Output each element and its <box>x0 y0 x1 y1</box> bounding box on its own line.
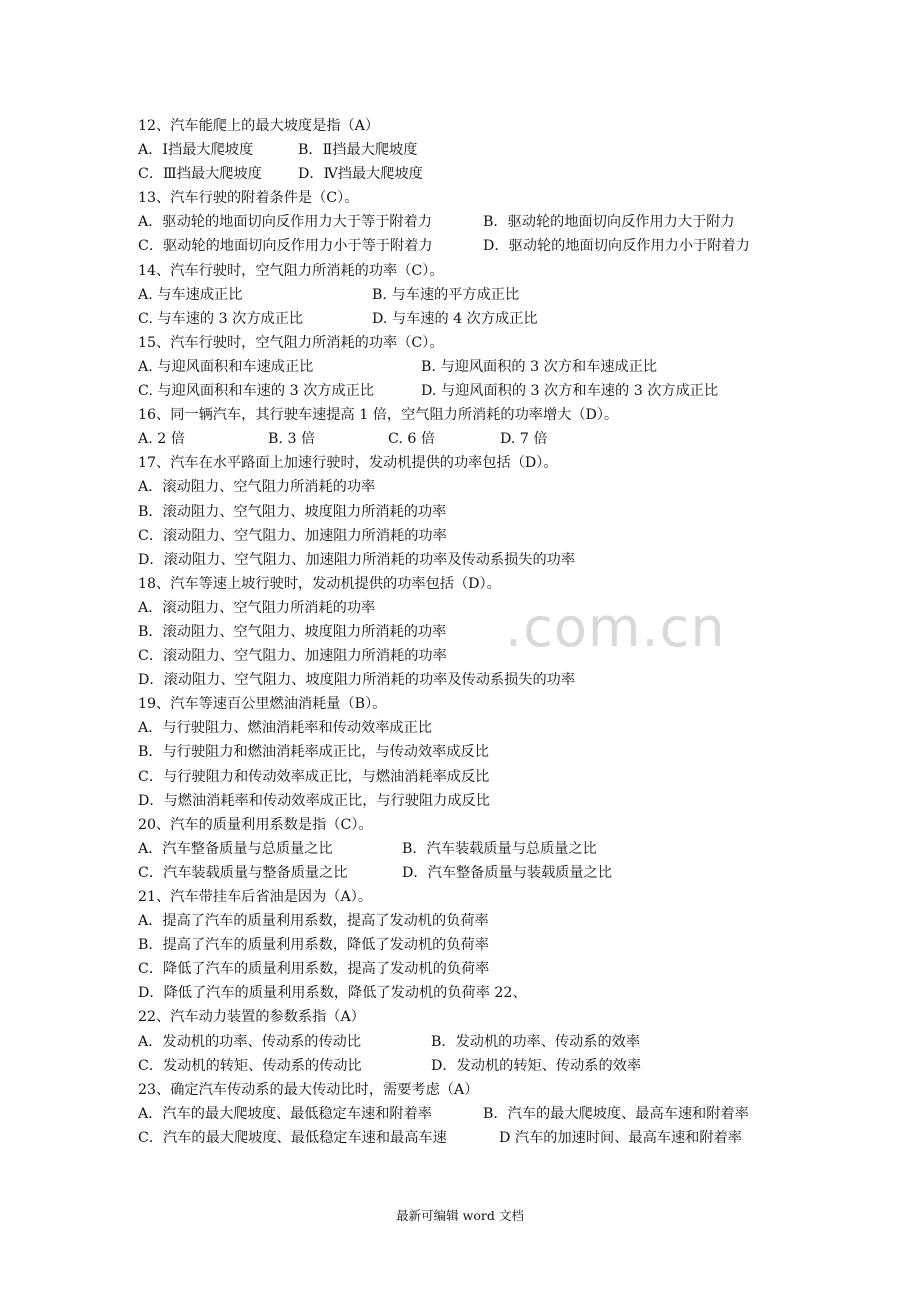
line-text: C. 与车速的 3 次方成正比 <box>138 310 304 327</box>
line-text: A．汽车的最大爬坡度、最低稳定车速和附着率 <box>138 1105 432 1122</box>
line-text: A. 与车速成正比 <box>138 286 243 303</box>
text-line <box>138 1102 798 1126</box>
line-text: 15、汽车行驶时，空气阻力所消耗的功率（C）。 <box>138 334 444 351</box>
text-line <box>138 981 798 1005</box>
text-line <box>138 524 798 548</box>
line-text: A．驱动轮的地面切向反作用力大于等于附着力 <box>138 214 432 231</box>
line-text: C．Ⅲ挡最大爬坡度 <box>138 166 262 183</box>
line-text: C．汽车的最大爬坡度、最低稳定车速和最高车速 <box>138 1129 447 1146</box>
option-text: D. 与迎风面积的 3 次方和车速的 3 次方成正比 <box>421 383 719 400</box>
text-line <box>138 451 798 475</box>
option-text: B．发动机的功率、传动系的效率 <box>431 1033 641 1050</box>
option-text: B．Ⅱ挡最大爬坡度 <box>298 142 418 159</box>
document-body <box>138 114 798 1150</box>
text-line <box>138 1054 798 1078</box>
text-line <box>138 114 798 138</box>
text-line <box>138 162 798 186</box>
line-text: 16、同一辆汽车，其行驶车速提高 1 倍，空气阻力所消耗的功率增大（D）。 <box>138 407 619 424</box>
text-line <box>138 933 798 957</box>
text-line <box>138 957 798 981</box>
line-text: A．汽车整备质量与总质量之比 <box>138 840 333 857</box>
line-text: 12、汽车能爬上的最大坡度是指（A） <box>138 118 380 134</box>
option-text: B. 3 倍 <box>268 431 316 448</box>
line-text: D．滚动阻力、空气阻力、加速阻力所消耗的功率及传动系损失的功率 <box>138 551 576 568</box>
option-text: D．汽车整备质量与装载质量之比 <box>402 864 613 881</box>
line-text: 18、汽车等速上坡行驶时，发动机提供的功率包括（D）。 <box>138 575 501 592</box>
line-text: C．与行驶阻力和传动效率成正比，与燃油消耗率成反比 <box>138 768 490 785</box>
text-line <box>138 548 798 572</box>
option-text: D. 7 倍 <box>500 431 548 448</box>
option-text: B．驱动轮的地面切向反作用力大于附力 <box>483 214 735 231</box>
line-text: B．提高了汽车的质量利用系数，降低了发动机的负荷率 <box>138 937 489 954</box>
text-line <box>138 1126 798 1150</box>
line-text: C．降低了汽车的质量利用系数，提高了发动机的负荷率 <box>138 961 490 978</box>
line-text: C．汽车装载质量与整备质量之比 <box>138 864 348 881</box>
option-text: B. 与车速的平方成正比 <box>372 286 520 303</box>
text-line <box>138 210 798 234</box>
text-line <box>138 138 798 162</box>
line-text: D．滚动阻力、空气阻力、坡度阻力所消耗的功率及传动系损失的功率 <box>138 672 576 689</box>
line-text: C．发动机的转矩、传动系的传动比 <box>138 1057 362 1074</box>
text-line <box>138 692 798 716</box>
text-line <box>138 716 798 740</box>
line-text: A．与行驶阻力、燃油消耗率和传动效率成正比 <box>138 720 432 737</box>
text-line <box>138 740 798 764</box>
line-text: D．降低了汽车的质量利用系数，降低了发动机的负荷率 22、 <box>138 985 527 1002</box>
line-text: A．Ⅰ挡最大爬坡度 <box>138 142 254 159</box>
line-text: C. 与迎风面积和车速的 3 次方成正比 <box>138 383 375 400</box>
line-text: A．提高了汽车的质量利用系数，提高了发动机的负荷率 <box>138 913 489 930</box>
text-line <box>138 475 798 499</box>
text-line <box>138 355 798 379</box>
line-text: 21、汽车带挂车后省油是因为（A）。 <box>138 889 373 905</box>
option-text: D．Ⅳ挡最大爬坡度 <box>298 166 423 183</box>
option-text: B．汽车装载质量与总质量之比 <box>402 840 597 857</box>
line-text: B．滚动阻力、空气阻力、坡度阻力所消耗的功率 <box>138 503 447 520</box>
line-text: 20、汽车的质量利用系数是指（C）。 <box>138 816 373 833</box>
text-line <box>138 186 798 210</box>
text-line <box>138 572 798 596</box>
text-line <box>138 837 798 861</box>
text-line <box>138 1030 798 1054</box>
line-text: A．滚动阻力、空气阻力所消耗的功率 <box>138 479 376 496</box>
option-text: C. 6 倍 <box>388 431 436 448</box>
line-text: 23、确定汽车传动系的最大传动比时，需要考虑（A） <box>138 1081 479 1098</box>
line-text: A. 2 倍 <box>138 431 185 448</box>
text-line <box>138 813 798 837</box>
line-text: 17、汽车在水平路面上加速行驶时，发动机提供的功率包括（D）。 <box>138 455 558 472</box>
page-footer: 最新可编辑 word 文档 <box>396 1208 524 1223</box>
option-text: D. 与车速的 4 次方成正比 <box>372 310 538 327</box>
text-line <box>138 789 798 813</box>
option-text: D 汽车的加速时间、最高车速和附着率 <box>499 1129 742 1146</box>
line-text: C．滚动阻力、空气阻力、加速阻力所消耗的功率 <box>138 527 447 544</box>
text-line <box>138 379 798 403</box>
text-line <box>138 331 798 355</box>
text-line <box>138 427 798 451</box>
line-text: D．与燃油消耗率和传动效率成正比，与行驶阻力成反比 <box>138 792 490 809</box>
text-line <box>138 1078 798 1102</box>
line-text: B．滚动阻力、空气阻力、坡度阻力所消耗的功率 <box>138 623 447 640</box>
line-text: C．滚动阻力、空气阻力、加速阻力所消耗的功率 <box>138 648 447 665</box>
option-text: D．发动机的转矩、传动系的效率 <box>431 1057 642 1074</box>
option-text: D．驱动轮的地面切向反作用力小于附着力 <box>483 238 750 255</box>
text-line <box>138 1005 798 1029</box>
line-text: 22、汽车动力装置的参数系指（A） <box>138 1009 365 1026</box>
text-line <box>138 765 798 789</box>
text-line <box>138 644 798 668</box>
text-line <box>138 620 798 644</box>
text-line <box>138 861 798 885</box>
line-text: A．发动机的功率、传动系的传动比 <box>138 1033 362 1050</box>
line-text: A．滚动阻力、空气阻力所消耗的功率 <box>138 599 376 616</box>
text-line <box>138 596 798 620</box>
line-text: B．与行驶阻力和燃油消耗率成正比，与传动效率成反比 <box>138 744 489 761</box>
line-text: C．驱动轮的地面切向反作用力小于等于附着力 <box>138 238 433 255</box>
watermark-text: .com.cn <box>505 596 726 659</box>
text-line <box>138 403 798 427</box>
option-text: B．汽车的最大爬坡度、最高车速和附着率 <box>483 1105 749 1122</box>
text-line <box>138 283 798 307</box>
line-text: A. 与迎风面积和车速成正比 <box>138 358 314 375</box>
text-line <box>138 307 798 331</box>
line-text: 13、汽车行驶的附着条件是（C）。 <box>138 190 359 207</box>
text-line <box>138 259 798 283</box>
text-line <box>138 885 798 909</box>
text-line <box>138 909 798 933</box>
option-text: B. 与迎风面积的 3 次方和车速成正比 <box>421 358 658 375</box>
line-text: 19、汽车等速百公里燃油消耗量（B）。 <box>138 696 387 713</box>
text-line <box>138 500 798 524</box>
text-line <box>138 668 798 692</box>
line-text: 14、汽车行驶时，空气阻力所消耗的功率（C）。 <box>138 262 444 279</box>
text-line <box>138 234 798 258</box>
